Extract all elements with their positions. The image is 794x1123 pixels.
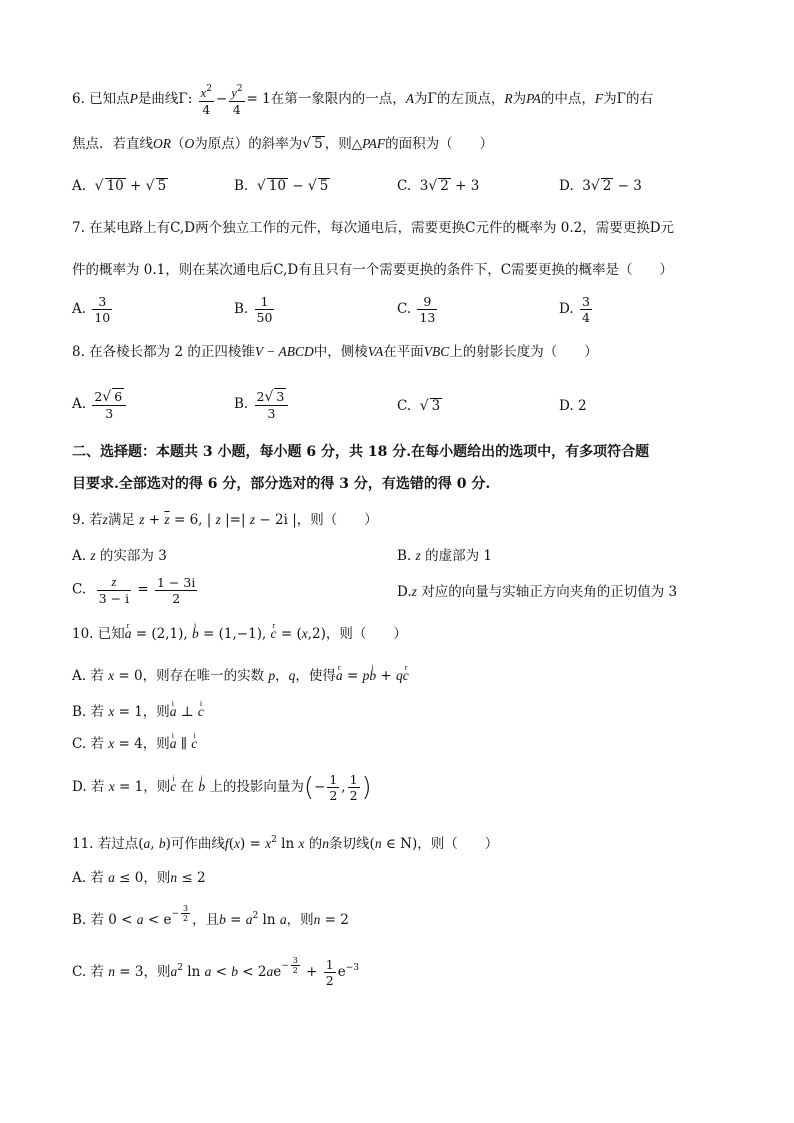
q6-number: 6. (72, 91, 90, 107)
q8-option-b-value: $\frac{2√ 3}{3}$ (255, 388, 289, 421)
q6-frac-y: $\frac{y^2}{4}$ (231, 84, 243, 117)
section-2-heading-line-2: 目要求.全部选对的得 6 分，部分选对的得 3 分，有选错的得 0 分. (72, 476, 491, 492)
q6-option-d[interactable]: D. 3√ 2 − 3 (559, 178, 642, 194)
q6-frac-x: $\frac{x^2}{4}$ (200, 84, 212, 117)
q6-option-b[interactable]: B. √ 10 − √ 5 (234, 178, 329, 194)
question-6-line-2: 焦点．若直线OR（O为原点）的斜率为√ 5 ，则△PAF的面积为（ ） (72, 136, 494, 152)
q8-option-d[interactable]: D. 2 (559, 398, 587, 414)
q6-option-c[interactable]: C. 3√ 2 + 3 (397, 178, 480, 194)
q8-option-c[interactable]: C. √ 3 (397, 398, 441, 414)
q10-option-a[interactable]: A. 若 x = 0，则存在唯一的实数 p，q，使得r a = pi b + qr c (72, 666, 409, 686)
q11-option-c[interactable]: C. 若 n = 3，则$a^2$ $\ln a < b < 2ae^{- \frac{3}{2}}$ + $\frac{1}{2}$ $e^{-3}$ (72, 956, 359, 988)
q10-option-b[interactable]: B. 若 x = 1，则i a ⊥ i c (72, 702, 204, 722)
q11-option-b[interactable]: B. 若 $0 < a < e^{- \frac{3}{2}}$ ，且$b = a^2$ ln a，则n = 2 (72, 904, 349, 928)
q10-option-d[interactable]: D. 若 x = 1，则i c 在 i b 上的投影向量为(− $\frac{1}{2}$ , $\frac{1}{2}$ ) (72, 772, 372, 803)
section-2-heading-line-1: 二、选择题：本题共 3 小题，每小题 6 分，共 18 分.在每小题给出的选项中，有多项符合题 (72, 444, 650, 460)
q11-option-a[interactable]: A. 若 a ≤ 0，则n ≤ 2 (72, 870, 206, 886)
q9-option-a[interactable]: A. z 的实部为 3 (72, 548, 167, 564)
q9-option-b[interactable]: B. z 的虚部为 1 (397, 548, 492, 564)
question-7-line-2: 件的概率为 0.1，则在某次通电后C,D有且只有一个需要更换的条件下，C需要更换的概率是（ ） (72, 262, 674, 278)
question-10-stem: 10. 已知r a = (2,1), i b = (1,−1), r c = (x,2)，则（ ） (72, 624, 407, 644)
q8-option-b[interactable]: B. $\frac{2√ 3}{3}$ (234, 388, 290, 421)
q9-option-d[interactable]: D.z 对应的向量与实轴正方向夹角的正切值为 3 (397, 584, 678, 600)
question-6-line-1: 6. 已知点P是曲线Γ: $\frac{x^2}{4}$ − $\frac{y^2}{4}$ = 1在第一象限内的一点，A为Γ的左顶点，R为PA的中点，F为Γ的右 (72, 84, 654, 117)
q7-option-c[interactable]: C. $\frac{9}{13}$ (397, 294, 436, 325)
question-8-line-1: 8. 在各棱长都为 2 的正四棱锥V − ABCD中，侧棱VA在平面VBC上的射影长度为（ ） (72, 344, 598, 360)
q7-option-b[interactable]: B. $\frac{1}{50}$ (234, 294, 273, 325)
q6-option-a[interactable]: A. √ 10 + √ 5 (72, 178, 167, 194)
q9-option-c[interactable]: C. $\frac{z}{3 - i}$ = $\frac{1 - 3i}{2}$ (72, 574, 196, 606)
question-9-stem: 9. 若z满足 $z + \overline{z} = 6$, | z |=| z − 2i |，则（ ） (72, 512, 378, 528)
q7-option-a[interactable]: A. $\frac{3}{10}$ (72, 294, 111, 325)
q7-option-d[interactable]: D. $\frac{3}{4}$ (559, 294, 590, 325)
q8-option-a[interactable]: A. $\frac{2√ 6}{3}$ (72, 388, 128, 421)
q10-option-c[interactable]: C. 若 x = 4，则i a ∥ i c (72, 734, 197, 754)
question-11-stem: 11. 若过点(a, b)可作曲线$f(x) = x^2$ ln x 的n条切线(n ∈ N)，则（ ） (72, 835, 499, 852)
question-7-line-1: 7. 在某电路上有C,D两个独立工作的元件，每次通电后，需要更换C元件的概率为 0.2，需要更换D元 (72, 220, 675, 236)
q8-option-a-value: $\frac{2√ 6}{3}$ (92, 388, 126, 421)
